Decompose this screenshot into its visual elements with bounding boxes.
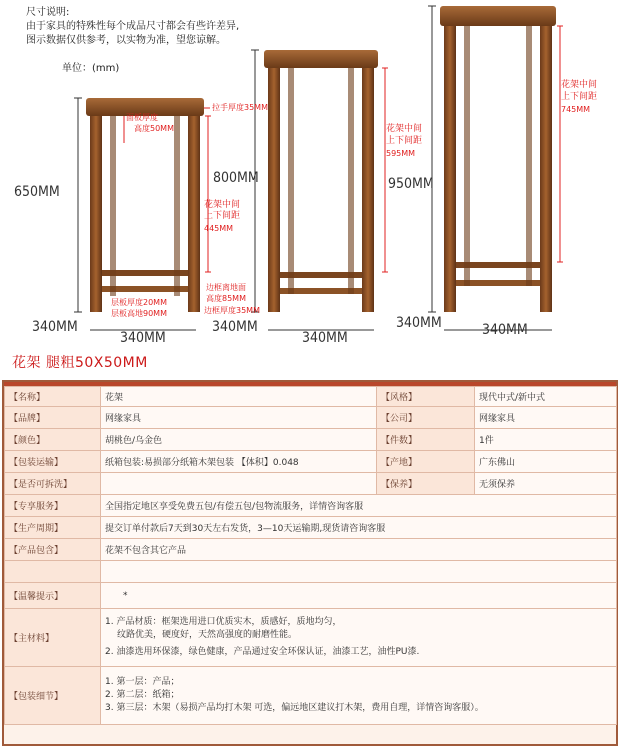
spec-label-packaging: 【包装运输】 (5, 451, 101, 473)
unit-label: 单位：(mm) (62, 63, 120, 74)
height-950-label: 950MM (388, 176, 434, 192)
spec-value-name: 花架 (101, 387, 377, 407)
spec-value-cycle: 提交订单付款后7天到30天左右发货，3—10天运输期,现货请咨询客服 (101, 517, 617, 539)
top-panel-note-b: 高度50MM (134, 124, 174, 133)
frame-note-a: 边框离地面 (206, 283, 246, 292)
depth-label-2: 340MM (212, 319, 258, 335)
pack-line-1: 1. 第一层：产品； (105, 677, 180, 687)
width-label-3: 340MM (482, 322, 528, 338)
spec-value-contents: 花架不包含其它产品 (101, 539, 617, 561)
stand-large (440, 6, 556, 312)
spec-value-company: 网缘家具 (475, 407, 617, 429)
spec-label-style: 【风格】 (377, 387, 475, 407)
stand3-gap-a: 花架中间 (561, 80, 598, 90)
table-row (5, 561, 617, 583)
stand3-gap-c: 745MM (561, 105, 591, 114)
spec-label-count: 【件数】 (377, 429, 475, 451)
product-title: 花架 腿粗50X50MM (12, 355, 148, 371)
width-label-2: 340MM (302, 330, 348, 346)
spec-label-washable: 【是否可拆洗】 (5, 473, 101, 495)
table-row (5, 429, 617, 451)
stand1-gap-a: 花架中间 (204, 200, 241, 210)
top-panel-note-a: 面板厚度 (126, 113, 158, 122)
table-row (5, 407, 617, 429)
table-row (5, 667, 617, 725)
spec-value-brand: 网缘家具 (101, 407, 377, 429)
table-row (5, 609, 617, 667)
material-line-3: 2. 油漆选用环保漆，绿色健康，产品通过安全环保认证，油漆工艺，油性PU漆. (105, 647, 420, 657)
spec-value-service: 全国指定地区享受免费五包/有偿五包/包物流服务，详情咨询客服 (101, 495, 617, 517)
spec-label-service: 【专享服务】 (5, 495, 101, 517)
material-line-1: 1. 产品材质：框架选用进口优质实木，质感好，质地均匀， (105, 617, 342, 627)
table-row (5, 387, 617, 407)
material-line-2: 纹路优美，硬度好，天然高强度的耐磨性能。 (117, 630, 298, 640)
stand1-gap-b: 上下间距 (204, 211, 241, 221)
size-note-line1: 由于家具的特殊性每个成品尺寸都会有些许差异, (26, 21, 240, 32)
height-650-label: 650MM (14, 184, 60, 200)
stand3-gap-b: 上下间距 (561, 92, 598, 102)
size-note-line2: 图示数据仅供参考，以实物为准，望您谅解。 (26, 35, 226, 46)
depth-label-3: 340MM (396, 315, 442, 331)
spec-value-material (101, 609, 617, 667)
table-row (5, 517, 617, 539)
handle-note: 拉手厚度35MM (212, 103, 268, 112)
stand-medium (264, 50, 378, 312)
stands-illustration (0, 0, 620, 350)
spec-label-color: 【颜色】 (5, 429, 101, 451)
pack-line-3: 3. 第三层：木架（易损产品均打木架 可选，偏远地区建议打木架，费用自理，详情咨询客服）。 (105, 703, 484, 713)
spec-value-packaging: 纸箱包装:易损部分纸箱木架包装 【体积】0.048 (101, 451, 377, 473)
size-note-title: 尺寸说明: (26, 7, 70, 18)
spec-label-material: 【主材料】 (5, 609, 101, 667)
shelf-note-b: 层板高地90MM (111, 309, 167, 318)
table-row (5, 539, 617, 561)
spec-label-company: 【公司】 (377, 407, 475, 429)
height-800-label: 800MM (213, 170, 259, 186)
shelf-note-a: 层板厚度20MM (111, 298, 167, 307)
spec-value-maintenance: 无须保养 (475, 473, 617, 495)
width-label-1: 340MM (120, 330, 166, 346)
pack-line-2: 2. 第二层：纸箱； (105, 690, 180, 700)
stand2-gap-c: 595MM (386, 149, 416, 158)
depth-label-1: 340MM (32, 319, 78, 335)
stand1-gap-c: 445MM (204, 224, 234, 233)
table-row (5, 583, 617, 609)
spec-value-blank (101, 561, 617, 583)
spec-value-origin: 广东佛山 (475, 451, 617, 473)
frame-note-b: 高度85MM (206, 294, 246, 303)
spec-label-name: 【名称】 (5, 387, 101, 407)
spec-table (2, 380, 618, 746)
spec-value-color: 胡桃色/乌金色 (101, 429, 377, 451)
table-row (5, 495, 617, 517)
spec-value-count: 1件 (475, 429, 617, 451)
spec-label-tips: 【温馨提示】 (5, 583, 101, 609)
spec-label-cycle: 【生产周期】 (5, 517, 101, 539)
spec-label-blank (5, 561, 101, 583)
spec-value-pack-detail (101, 667, 617, 725)
spec-value-tips: * (101, 583, 617, 609)
spec-label-brand: 【品牌】 (5, 407, 101, 429)
spec-label-pack-detail: 【包装细节】 (5, 667, 101, 725)
spec-label-contents: 【产品包含】 (5, 539, 101, 561)
stand2-gap-b: 上下间距 (386, 136, 423, 146)
table-row (5, 473, 617, 495)
spec-label-origin: 【产地】 (377, 451, 475, 473)
spec-label-maintenance: 【保养】 (377, 473, 475, 495)
frame-note-c: 边框厚度35MM (204, 306, 260, 315)
stand2-gap-a: 花架中间 (386, 124, 423, 134)
table-row (5, 451, 617, 473)
spec-value-style: 现代中式/新中式 (475, 387, 617, 407)
spec-value-washable (101, 473, 377, 495)
